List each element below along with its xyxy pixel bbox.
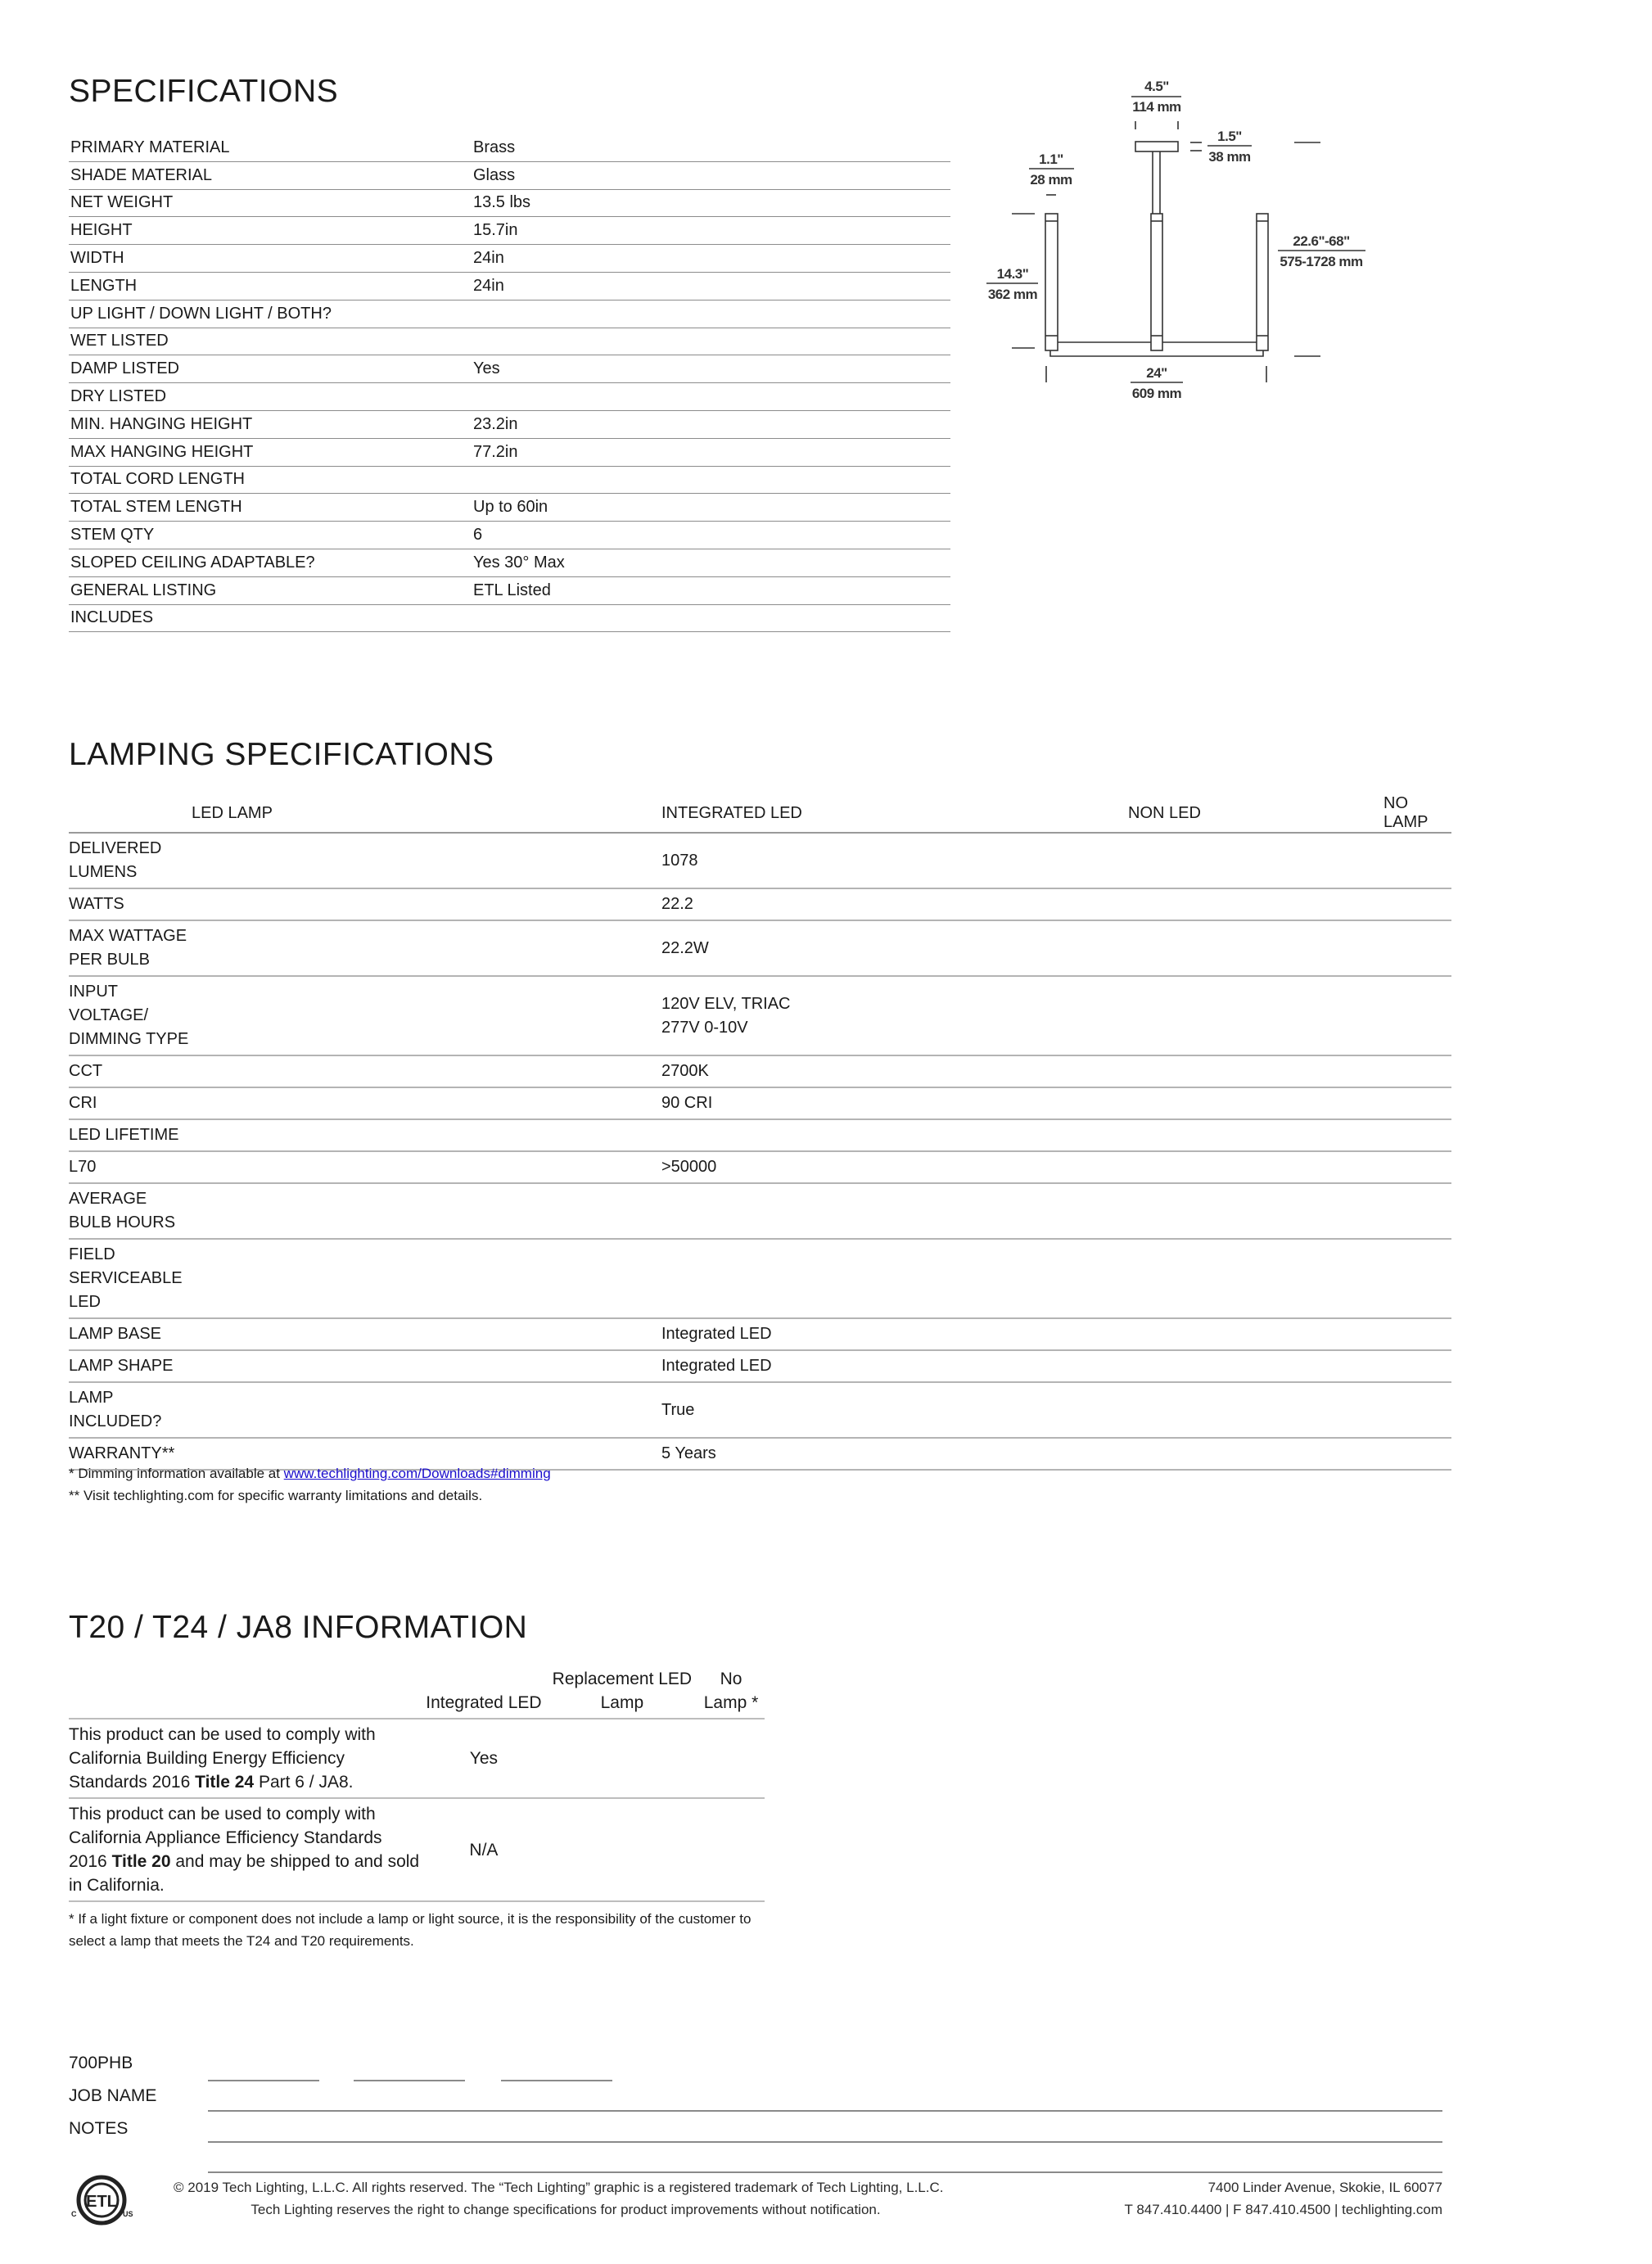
col-replacement-led-lamp: Replacement LED Lamp <box>547 1667 697 1719</box>
tube-height-mm: 362 mm <box>987 287 1038 302</box>
notes-label: NOTES <box>69 2119 129 2138</box>
spec-row <box>69 438 950 466</box>
lamping-label-text: LED LIFETIME <box>69 1126 179 1144</box>
lamping-row <box>69 1183 1451 1239</box>
lamping-label <box>69 920 661 976</box>
etl-listed-icon <box>69 2174 134 2228</box>
spec-row <box>69 161 950 189</box>
lamping-integrated-value: >50000 <box>661 1151 1128 1183</box>
spec-value: Brass <box>473 134 950 161</box>
lamping-no-lamp-value <box>1383 833 1451 888</box>
dimming-link[interactable]: www.techlighting.com/Downloads#dimming <box>283 1466 551 1481</box>
option-field-2[interactable] <box>354 2080 465 2081</box>
dimming-note-text: * Dimming information available at <box>69 1466 284 1481</box>
address-text: 7400 Linder Avenue, Skokie, IL 60077 <box>1207 2180 1442 2195</box>
spec-label: DAMP LISTED <box>69 355 473 383</box>
lamping-non-led-value <box>1128 1151 1383 1183</box>
lamping-label <box>69 1087 661 1119</box>
spec-value <box>473 383 950 411</box>
lamping-label <box>69 1350 661 1382</box>
overall-height-mm: 575-1728 mm <box>1280 254 1363 269</box>
lamping-label <box>69 1055 661 1087</box>
spec-value <box>473 300 950 328</box>
spec-row <box>69 494 950 522</box>
spec-value: Yes <box>473 355 950 383</box>
t20-description <box>69 1798 421 1901</box>
canopy-width-mm: 114 mm <box>1132 99 1181 115</box>
spec-label: DRY LISTED <box>69 383 473 411</box>
spec-value <box>473 466 950 494</box>
spec-row <box>69 300 950 328</box>
spec-label: HEIGHT <box>69 217 473 245</box>
lamping-label-text: WARRANTY** <box>69 1444 175 1462</box>
lamping-no-lamp-value <box>1383 1151 1451 1183</box>
spec-row <box>69 355 950 383</box>
lamping-label-text: LAMP BASE <box>69 1325 162 1343</box>
col-led-lamp: LED LAMP <box>69 794 661 833</box>
warranty-note: ** Visit techlighting.com for specific warranty limitations and details. <box>69 1488 483 1503</box>
notes-field-line-2[interactable] <box>208 2171 1442 2173</box>
spec-value: Yes 30° Max <box>473 549 950 576</box>
option-field-3[interactable] <box>501 2080 612 2081</box>
t20-row <box>69 1798 765 1901</box>
lamping-row <box>69 888 1451 920</box>
lamping-non-led-value <box>1128 1382 1383 1438</box>
lamping-no-lamp-value <box>1383 1183 1451 1239</box>
lamping-row <box>69 1055 1451 1087</box>
spec-value: 13.5 lbs <box>473 189 950 217</box>
t20-title-ref: Title 24 <box>195 1773 255 1792</box>
job-name-field[interactable] <box>208 2110 1442 2112</box>
lamping-label-text: DELIVERED LUMENS <box>69 839 162 881</box>
lamping-no-lamp-value <box>1383 1438 1451 1470</box>
spec-label: MAX HANGING HEIGHT <box>69 438 473 466</box>
lamping-header-row <box>69 794 1451 833</box>
lamping-label <box>69 1151 661 1183</box>
canopy-shape <box>1135 142 1178 151</box>
spec-value: 6 <box>473 522 950 549</box>
spec-value: 77.2in <box>473 438 950 466</box>
copyright-text: © 2019 Tech Lighting, L.L.C. All rights reserved. The “Tech Lighting” graphic is a registered trademark of Tech Lighting, L.L.C. <box>174 2180 944 2195</box>
t20-integrated-value: N/A <box>421 1798 547 1901</box>
base-frame <box>1050 350 1263 356</box>
spec-label: NET WEIGHT <box>69 189 473 217</box>
lamping-row <box>69 1350 1451 1382</box>
tube-width-in: 1.1" <box>1039 151 1063 167</box>
notes-field-line-1[interactable] <box>208 2141 1442 2143</box>
lamping-label <box>69 888 661 920</box>
lamping-non-led-value <box>1128 888 1383 920</box>
lamping-no-lamp-value <box>1383 1119 1451 1151</box>
lamping-no-lamp-value <box>1383 1239 1451 1318</box>
lamping-non-led-value <box>1128 1055 1383 1087</box>
lamping-no-lamp-value <box>1383 1318 1451 1350</box>
spec-value: Glass <box>473 161 950 189</box>
overall-width-mm: 609 mm <box>1131 386 1182 401</box>
t20-description <box>69 1719 421 1798</box>
spec-row <box>69 410 950 438</box>
spec-value: 15.7in <box>473 217 950 245</box>
col-no-lamp: No Lamp * <box>697 1667 765 1719</box>
lamping-label-text: MAX WATTAGE PER BULB <box>69 927 187 969</box>
lamping-integrated-value: 2700K <box>661 1055 1128 1087</box>
t20-title-ref: Title 20 <box>111 1852 171 1871</box>
lamping-label-text: LAMP INCLUDED? <box>69 1389 162 1430</box>
spec-value: 24in <box>473 272 950 300</box>
model-number: 700PHB <box>69 2054 133 2072</box>
lamping-table <box>69 794 1451 1471</box>
lamping-integrated-value <box>661 1183 1128 1239</box>
spec-label: STEM QTY <box>69 522 473 549</box>
canopy-width-in: 4.5" <box>1144 79 1169 94</box>
t20-nolamp-value <box>697 1719 765 1798</box>
tube-center <box>1151 214 1162 350</box>
lamping-non-led-value <box>1128 1350 1383 1382</box>
lamping-integrated-value <box>661 1119 1128 1151</box>
lamping-non-led-value <box>1128 1183 1383 1239</box>
tube-width-mm: 28 mm <box>1030 172 1072 188</box>
spec-row <box>69 383 950 411</box>
lamping-integrated-value: 1078 <box>661 833 1128 888</box>
lamping-no-lamp-value <box>1383 920 1451 976</box>
lamping-label <box>69 1183 661 1239</box>
t20-table <box>69 1667 765 1902</box>
spec-label: UP LIGHT / DOWN LIGHT / BOTH? <box>69 300 473 328</box>
lamping-no-lamp-value <box>1383 1087 1451 1119</box>
spec-value: 23.2in <box>473 410 950 438</box>
spec-value: ETL Listed <box>473 576 950 604</box>
lamping-no-lamp-value <box>1383 976 1451 1055</box>
spec-label: TOTAL CORD LENGTH <box>69 466 473 494</box>
spec-value <box>473 604 950 632</box>
lamping-label <box>69 1239 661 1318</box>
t20-title: T20 / T24 / JA8 INFORMATION <box>69 1610 528 1645</box>
job-name-label: JOB NAME <box>69 2086 157 2105</box>
spec-label: SHADE MATERIAL <box>69 161 473 189</box>
lamping-row <box>69 1087 1451 1119</box>
overall-width-in: 24" <box>1146 365 1167 381</box>
spec-row <box>69 604 950 632</box>
lamping-label <box>69 1119 661 1151</box>
disclaimer-text: Tech Lighting reserves the right to change specifications for product improvements without notification. <box>251 2202 881 2217</box>
lamping-label-text: CRI <box>69 1094 97 1112</box>
option-field-1[interactable] <box>208 2080 319 2081</box>
lamping-non-led-value <box>1128 1119 1383 1151</box>
svg-text:ETL: ETL <box>86 2193 117 2211</box>
lamping-label-text: FIELD SERVICEABLE LED <box>69 1245 183 1311</box>
t20-integrated-value: Yes <box>421 1719 547 1798</box>
t20-note: * If a light fixture or component does not include a lamp or light source, it is the responsibility of the customer to select a lamp that meets the T24 and T20 requirements. <box>69 1911 752 1949</box>
canopy-height-in: 1.5" <box>1217 129 1242 144</box>
col-no-lamp: NO LAMP <box>1383 794 1451 833</box>
lamping-integrated-value <box>661 1239 1128 1318</box>
lamping-non-led-value <box>1128 1318 1383 1350</box>
spec-row <box>69 522 950 549</box>
t20-header-row <box>69 1667 765 1719</box>
lamping-integrated-value: Integrated LED <box>661 1318 1128 1350</box>
lamping-non-led-value <box>1128 920 1383 976</box>
spec-row <box>69 217 950 245</box>
t20-replacement-value <box>547 1798 697 1901</box>
col-non-led: NON LED <box>1128 794 1383 833</box>
spec-value: Up to 60in <box>473 494 950 522</box>
tube-height-in: 14.3" <box>996 266 1029 282</box>
overall-height-in: 22.6"-68" <box>1293 233 1350 249</box>
lamping-non-led-value <box>1128 976 1383 1055</box>
lamping-integrated-value: Integrated LED <box>661 1350 1128 1382</box>
t20-description-text: and may be shipped to and sold in California. <box>69 1852 420 1895</box>
lamping-label-text: INPUT VOLTAGE/ DIMMING TYPE <box>69 983 189 1048</box>
lamping-label <box>69 976 661 1055</box>
spec-row <box>69 245 950 273</box>
spec-value <box>473 328 950 355</box>
lamping-label-text: CCT <box>69 1062 103 1080</box>
lamping-row <box>69 1382 1451 1438</box>
lamping-row <box>69 976 1451 1055</box>
spec-label: PRIMARY MATERIAL <box>69 134 473 161</box>
t20-nolamp-value <box>697 1798 765 1901</box>
col-integrated-led: INTEGRATED LED <box>661 794 1128 833</box>
t20-row <box>69 1719 765 1798</box>
lamping-label-text: WATTS <box>69 895 124 913</box>
t20-description-text: Part 6 / JA8. <box>254 1773 354 1792</box>
fixture-dimension-diagram <box>982 66 1424 426</box>
spec-row <box>69 549 950 576</box>
lamping-integrated-value: 22.2 <box>661 888 1128 920</box>
tube-left <box>1045 214 1058 350</box>
spec-row <box>69 134 950 161</box>
lamping-row <box>69 1318 1451 1350</box>
lamping-label-text: L70 <box>69 1158 97 1176</box>
canopy-height-mm: 38 mm <box>1208 149 1251 165</box>
t20-description-text: This product can be used to comply with California Building Energy Efficiency Standards 2016 <box>69 1725 376 1792</box>
lamping-non-led-value <box>1128 833 1383 888</box>
spec-row <box>69 328 950 355</box>
lamping-no-lamp-value <box>1383 1055 1451 1087</box>
spec-label: TOTAL STEM LENGTH <box>69 494 473 522</box>
lamping-row <box>69 833 1451 888</box>
tube-right <box>1257 214 1268 350</box>
t20-description-text: This product can be used to comply with California Appliance Efficiency Standards 2016 <box>69 1805 382 1871</box>
specifications-title: SPECIFICATIONS <box>69 74 339 109</box>
lamping-label <box>69 1382 661 1438</box>
spec-label: WIDTH <box>69 245 473 273</box>
spec-row <box>69 466 950 494</box>
lamping-row <box>69 1239 1451 1318</box>
lamping-label <box>69 833 661 888</box>
spec-label: WET LISTED <box>69 328 473 355</box>
lamping-label-text: AVERAGE BULB HOURS <box>69 1190 176 1231</box>
dimming-note <box>69 1462 551 1484</box>
lamping-integrated-value: 22.2W <box>661 920 1128 976</box>
lamping-non-led-value <box>1128 1087 1383 1119</box>
lamping-integrated-value: True <box>661 1382 1128 1438</box>
lamping-integrated-value: 120V ELV, TRIAC 277V 0-10V <box>661 976 1128 1055</box>
lamping-integrated-value: 90 CRI <box>661 1087 1128 1119</box>
lamping-non-led-value <box>1128 1438 1383 1470</box>
lamping-no-lamp-value <box>1383 1382 1451 1438</box>
lamping-no-lamp-value <box>1383 1350 1451 1382</box>
lamping-row <box>69 920 1451 976</box>
spec-row <box>69 189 950 217</box>
lamping-integrated-value: 5 Years <box>661 1438 1128 1470</box>
spec-label: GENERAL LISTING <box>69 576 473 604</box>
lamping-title: LAMPING SPECIFICATIONS <box>69 737 494 772</box>
lamping-label-text: LAMP SHAPE <box>69 1357 174 1375</box>
lamping-non-led-value <box>1128 1239 1383 1318</box>
spec-label: MIN. HANGING HEIGHT <box>69 410 473 438</box>
t20-replacement-value <box>547 1719 697 1798</box>
lamping-row <box>69 1151 1451 1183</box>
lamping-label <box>69 1318 661 1350</box>
spec-row <box>69 272 950 300</box>
spec-label: SLOPED CEILING ADAPTABLE? <box>69 549 473 576</box>
contact-text: T 847.410.4400 | F 847.410.4500 | techlighting.com <box>1124 2202 1442 2217</box>
col-integrated-led: Integrated LED <box>421 1667 547 1719</box>
spec-label: LENGTH <box>69 272 473 300</box>
spec-row <box>69 576 950 604</box>
spec-label: INCLUDES <box>69 604 473 632</box>
svg-text:US: US <box>123 2210 133 2218</box>
specifications-table <box>69 134 950 632</box>
svg-text:C: C <box>71 2210 77 2218</box>
spec-value: 24in <box>473 245 950 273</box>
lamping-no-lamp-value <box>1383 888 1451 920</box>
lamping-row <box>69 1119 1451 1151</box>
